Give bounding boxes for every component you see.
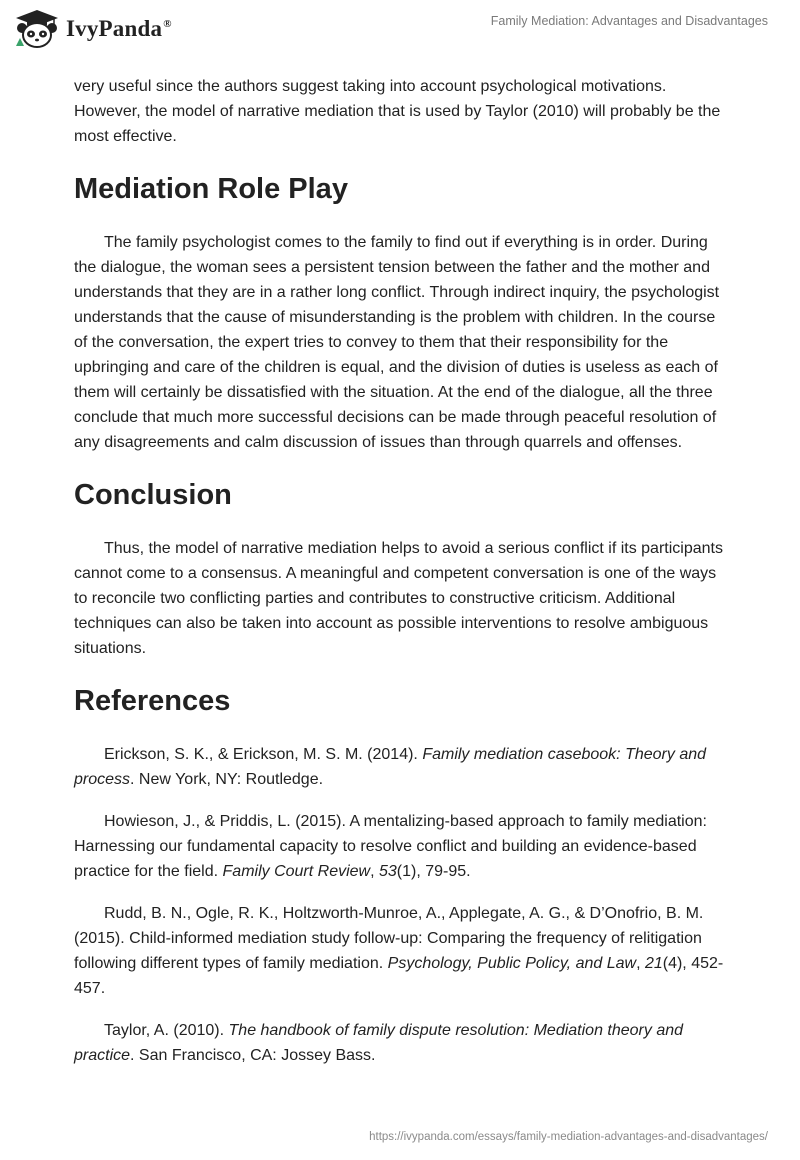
reference-item: Howieson, J., & Priddis, L. (2015). A mentalizing-based approach to family mediation: Harnessing our fundamental capacity to resolve conflict and building an evidence-based practice for the field. Family Court Review, 53(1), 79-95. (74, 813, 707, 880)
role-play-paragraph: The family psychologist comes to the family to find out if everything is in order. During the dialogue, the woman sees a persistent tension between the father and the mother and understands that they are in a rather long conflict. Through indirect inquiry, the psychologist understands that the cause of misunderstanding is the problem with children. In the course of the conversation, the expert tries to convey to them that their responsibility for the upbringing and care of the children is equal, and the division of duties is useless as each of them will certainly be dissatisfied with the situation. At the end of the dialogue, all the three conclude that much more successful decisions can be made through peaceful resolution of any disagreements and calm discussion of issues than through quarrels and offenses. (74, 234, 720, 451)
logo-text: IvyPanda® (66, 16, 172, 41)
section-heading-role-play: Mediation Role Play (74, 173, 348, 205)
footer-url-link[interactable]: https://ivypanda.com/essays/family-mediation-advantages-and-disadvantages/ (369, 1131, 768, 1143)
page-header (0, 0, 800, 70)
reference-item: Erickson, S. K., & Erickson, M. S. M. (2014). Family mediation casebook: Theory and process. New York, NY: Routledge. (74, 746, 707, 788)
logo[interactable] (14, 8, 172, 50)
conclusion-paragraph: Thus, the model of narrative mediation helps to avoid a serious conflict if its participants cannot come to a consensus. A meaningful and competent conversation is one of the ways to reconcile two conflicting parties and contributes to constructive criticism. Additional techniques can also be taken into account as possible interventions to resolve ambiguous situations. (74, 540, 723, 657)
section-heading-references: References (74, 685, 231, 717)
document-title: Family Mediation: Advantages and Disadvantages (490, 14, 768, 28)
panda-graduation-icon (14, 8, 60, 50)
reference-item: Rudd, B. N., Ogle, R. K., Holtzworth-Munroe, A., Applegate, A. G., & D’Onofrio, B. M. (2015). Child-informed mediation study follow-up: Comparing the frequency of relitigation following different types of family mediation. Psychology, Public Policy, and Law, 21(4), 452-457. (74, 905, 724, 997)
document-body (74, 70, 724, 1085)
section-heading-conclusion: Conclusion (74, 479, 232, 511)
reference-list (74, 742, 724, 1068)
reference-item: Taylor, A. (2010). The handbook of family dispute resolution: Mediation theory and practice. San Francisco, CA: Jossey Bass. (74, 1022, 684, 1064)
intro-paragraph: very useful since the authors suggest taking into account psychological motivations. However, the model of narrative mediation that is used by Taylor (2010) will probably be the most effective. (74, 78, 721, 145)
